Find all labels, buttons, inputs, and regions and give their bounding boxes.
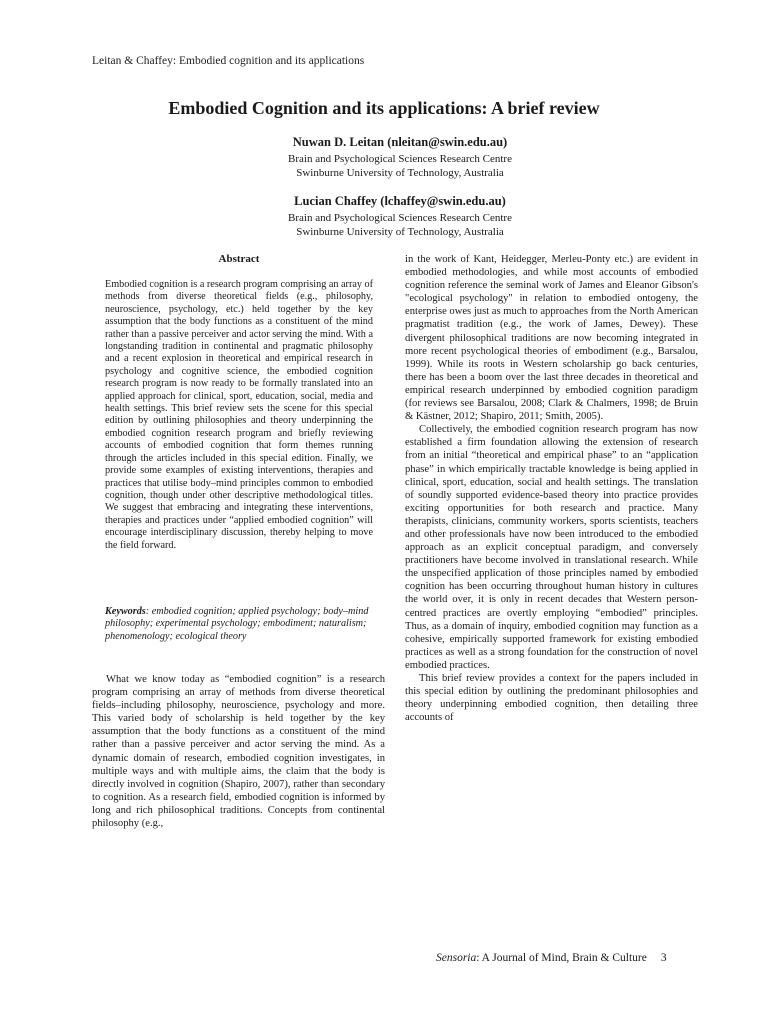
author-name: Nuwan D. Leitan (nleitan@swin.edu.au) xyxy=(292,135,508,149)
body-paragraph: in the work of Kant, Heidegger, Merleu-Ponty etc.) are evident in embodied methodologies, and while most accounts of embodied cognition reference the seminal work of James and Eleanor Gibson's "ecological psychology" in relation to embodied ontogeny, the enterprise owes just as much to approaches from the North American pragmatist tradition (e.g., the work of James, Dewey). These divergent philosophical traditions are now becoming integrated in more recent psychological theories of embodiment (e.g., Barsalou, 1999). While its roots in Western scholarship go back centuries, there has been a boom over the last three decades in theoretical and empirical research underpinned by embodied cognition paradigm (for reviews see Barsalou, 2008; Clark & Chalmers, 1998; de Bruin & Kästner, 2012; Shapiro, 2011; Smith, 2005). xyxy=(405,254,699,423)
author-affiliation: Brain and Psychological Sciences Research Centre xyxy=(288,153,512,165)
running-head: Leitan & Chaffey: Embodied cognition and its applications xyxy=(92,55,365,67)
author-name: Lucian Chaffey (lchaffey@swin.edu.au) xyxy=(294,194,506,208)
body-paragraph: What we know today as “embodied cognition” is a research program comprising an array of methods from diverse theoretical fields–including philosophy, neuroscience, psychology and more. This varied body of scholarship is held together by the key assumption that the body functions as a constituent of the mind rather than a passive perceiver and actor serving the mind. As a dynamic domain of research, embodied cognition investigates, in multiple ways and with multiple aims, the claim that the body is directly involved in cognition (Shapiro, 2007), rather than secondary to cognition. As a research field, embodied cognition is informed by long and rich philosophical traditions. Concepts from continental philosophy (e.g., xyxy=(92,674,385,830)
keywords-label: Keywords xyxy=(105,606,146,617)
author-affiliation: Swinburne University of Technology, Australia xyxy=(296,226,504,238)
body-column-left xyxy=(92,673,385,830)
author-2 xyxy=(0,194,768,239)
journal-name: Sensoria xyxy=(436,952,477,964)
body-paragraph: This brief review provides a context for the papers included in this special edition by outlining the predominant philosophies and theory underpinning embodied cognition, then detailing three accounts of xyxy=(405,673,698,724)
keywords-text: : embodied cognition; applied psychology; body–mind philosophy; experimental psychology; embodiment; naturalism; phenomenology; ecological theory xyxy=(105,606,369,642)
body-paragraph: Collectively, the embodied cognition research program has now established a firm foundation allowing the extension of research from an initial “theoretical and empirical phase” to an “application phase” in which empirically tractable knowledge is being applied in clinical, sport, education, social and health settings. The translation of soundly supported evidence-based theory into practice provides exciting opportunities for both research and practice. Many therapists, clinicians, community workers, sports scientists, teachers and other professionals have now been introduced to the embodied approach as an explicit conceptual paradigm, and conversely practitioners have become involved in translational research. While the unspecified application of those principles named by embodied cognition has been occurring throughout human history in cultures the world over, it is only in recent decades that Western person-centred practices are overtly employing “embodied” principles. Thus, as a domain of inquiry, embodied cognition may function as a cohesive, empirically supported framework for existing embodied practices as well as a strong foundation for the construction of novel embodied practices. xyxy=(405,424,698,671)
author-affiliation: Brain and Psychological Sciences Research Centre xyxy=(288,212,512,224)
page-footer xyxy=(436,952,667,964)
page-number: 3 xyxy=(660,952,667,964)
abstract-heading: Abstract xyxy=(218,253,260,265)
keywords xyxy=(105,606,373,643)
paper-title: Embodied Cognition and its applications: A brief review xyxy=(168,98,600,118)
abstract-text: Embodied cognition is a research program comprising an array of methods from diverse theoretical fields (e.g., philosophy, neuroscience, psychology, etc.) held together by the key assumption that the body functions as a constituent of the mind rather than a passive perceiver and actor serving the mind. With a longstanding tradition in continental and pragmatic philosophy and a recent explosion in theoretical and empirical research in psychology and cognitive science, the embodied cognition research program is now ready to be formally translated into an applied approach for clinical, sport, education, social, media and health settings. This brief review sets the scene for this special edition by outlining philosophies and theory underpinning the embodied cognition research program and briefly reviewing accounts of embodied cognition that form themes running through the articles included in this special edition. Finally, we provide some examples of existing interventions, therapies and practices that utilise body–mind principles common to embodied cognition, though under other descriptive methodological titles. We suggest that embracing and integrating these interventions, therapies and practices under “applied embodied cognition” will encourage interdisciplinary discussion, thereby helping to move the field forward. xyxy=(105,279,373,551)
journal-subtitle: : A Journal of Mind, Brain & Culture xyxy=(476,952,647,964)
author-affiliation: Swinburne University of Technology, Australia xyxy=(296,167,504,179)
author-1 xyxy=(0,135,768,180)
body-column-right xyxy=(405,253,698,724)
